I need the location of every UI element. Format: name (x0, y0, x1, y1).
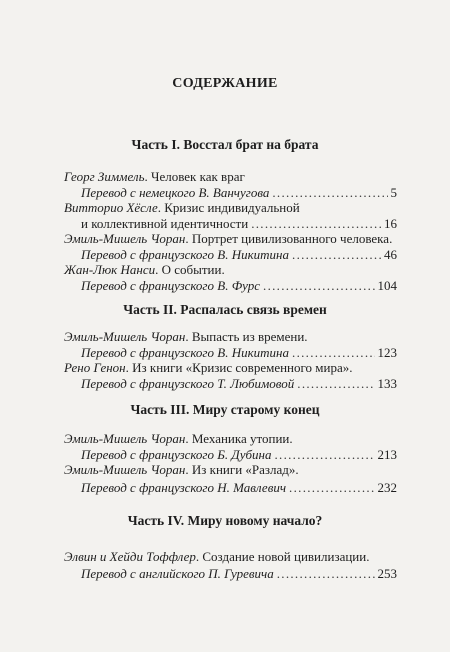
part-2-heading: Часть II. Распалась связь времен (123, 302, 327, 317)
toc-entry-translator-line (81, 247, 397, 262)
entry-title: . Выпасть из времени. (185, 329, 308, 344)
part-1-heading: Часть I. Восстал брат на брата (131, 137, 319, 152)
dot-leader (277, 566, 375, 581)
toc-entry-translator-line (81, 345, 397, 360)
toc-entry-author-line (64, 462, 394, 477)
dot-leader (292, 345, 374, 360)
entry-page-number: 133 (377, 376, 397, 391)
entry-title-continued: и коллективной идентичности (81, 216, 249, 231)
part-3-heading: Часть III. Миру старому конец (130, 402, 320, 417)
entry-page-number: 104 (377, 278, 397, 293)
dot-leader (251, 216, 381, 231)
toc-entry-translator-line (81, 566, 397, 581)
toc-entry-translator-line (81, 447, 397, 462)
entry-page-number: 5 (390, 185, 397, 200)
entry-page-number: 123 (377, 345, 397, 360)
entry-author: Жан-Люк Нанси (64, 262, 156, 277)
dot-leader (263, 278, 374, 293)
toc-entry-author-line (64, 549, 394, 564)
entry-author: Эмиль-Мишель Чоран (64, 462, 186, 477)
dot-leader (274, 447, 374, 462)
toc-entry-translator-line (81, 376, 397, 391)
entry-title: . Создание новой цивилизации. (195, 549, 370, 564)
part-4-heading: Часть IV. Миру новому начало? (127, 513, 323, 528)
toc-entry-author-line (64, 360, 394, 375)
toc-entry-translator-line (81, 278, 397, 293)
entry-author: Рено Генон (64, 360, 126, 375)
entry-title: . Кризис индивидуальной (157, 200, 300, 215)
entry-translator: Перевод с французского В. Никитина (81, 247, 290, 262)
toc-entry-author-line (64, 329, 394, 344)
toc-entry-title-line (81, 216, 397, 231)
dot-leader (297, 376, 374, 391)
entry-author: Витторио Хёсле (64, 200, 158, 215)
toc-entry-translator-line (81, 185, 397, 200)
entry-translator: Перевод с английского П. Гуревича (81, 566, 274, 581)
entry-author: Эмиль-Мишель Чоран (64, 431, 186, 446)
toc-entry-author-line (64, 262, 394, 277)
entry-title: . Из книги «Кризис современного мира». (125, 360, 353, 375)
entry-translator: Перевод с французского Т. Любимовой (81, 376, 295, 391)
entry-title: . Механика утопии. (185, 431, 293, 446)
entry-page-number: 16 (384, 216, 397, 231)
toc-entry-author-line (64, 231, 394, 246)
entry-page-number: 253 (377, 566, 397, 581)
entry-page-number: 46 (384, 247, 397, 262)
entry-translator: Перевод с французского В. Фурс (81, 278, 261, 293)
entry-translator: Перевод с французского Б. Дубина (81, 447, 272, 462)
entry-title: . Человек как враг (144, 169, 245, 184)
entry-translator: Перевод с французского В. Никитина (81, 345, 290, 360)
dot-leader (272, 185, 387, 200)
entry-translator: Перевод с немецкого В. Ванчугова (81, 185, 270, 200)
toc-entry-author-line (64, 169, 394, 184)
entry-page-number: 213 (377, 447, 397, 462)
entry-title: . О событии. (155, 262, 225, 277)
entry-title: . Из книги «Разлад». (185, 462, 299, 477)
entry-page-number: 232 (377, 480, 397, 495)
entry-author: Эмиль-Мишель Чоран (64, 231, 186, 246)
entry-title: . Портрет цивилизованного человека. (185, 231, 393, 246)
dot-leader (292, 247, 381, 262)
entry-author: Георг Зиммель (64, 169, 145, 184)
entry-translator: Перевод с французского Н. Мавлевич (81, 480, 287, 495)
toc-entry-translator-line (81, 480, 397, 495)
toc-entry-author-line (64, 431, 394, 446)
entry-author: Элвин и Хейди Тоффлер (64, 549, 196, 564)
entry-author: Эмиль-Мишель Чоран (64, 329, 186, 344)
dot-leader (289, 480, 374, 495)
toc-title: СОДЕРЖАНИЕ (172, 76, 278, 91)
toc-entry-author-line (64, 200, 394, 215)
